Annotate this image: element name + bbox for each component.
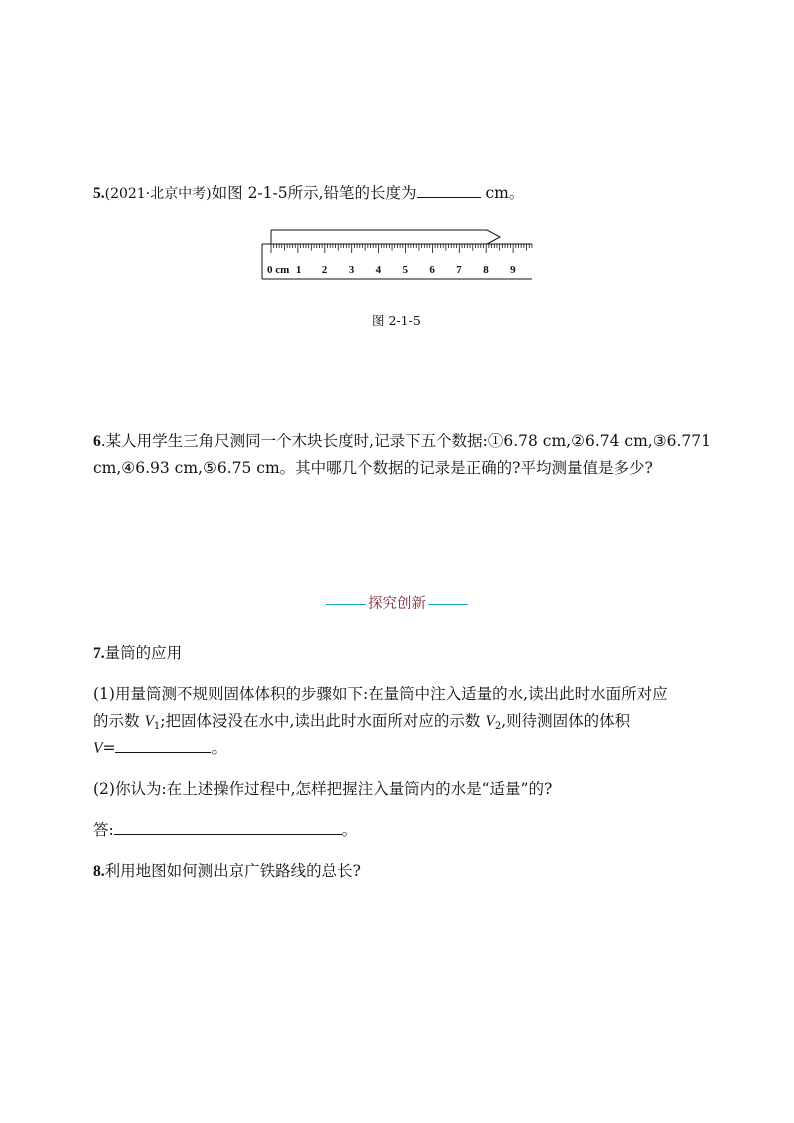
question-text: 如图 2-1-5所示,铅笔的长度为 (211, 184, 417, 202)
ruler (262, 244, 532, 279)
question-number: 5. (93, 185, 105, 202)
heading-rule-left (326, 604, 366, 605)
ruler-tick-label: 7 (456, 264, 462, 276)
question-8 (93, 864, 361, 880)
question-text: .某人用学生三角尺测同一个木块长度时,记录下五个数据:①6.78 cm,②6.74 cm,③6.771 (100, 432, 711, 450)
question-text: 利用地图如何测出京广铁路线的总长? (104, 862, 361, 880)
section-title: 探究创新 (368, 596, 426, 612)
variable-v1-subscript: 1 (153, 721, 161, 732)
answer-label: 答: (93, 821, 114, 839)
figure-caption: 图 2-1-5 (372, 313, 421, 328)
ruler-tick-label: 9 (510, 264, 516, 276)
question-text: cm,④6.93 cm,⑤6.75 cm。其中哪几个数据的记录是正确的?平均测量值是多少? (93, 459, 653, 477)
ruler-tick-label: 6 (429, 264, 435, 276)
answer-blank[interactable] (114, 833, 342, 835)
answer-blank[interactable] (417, 196, 481, 198)
question-6-line-2 (93, 461, 653, 477)
variable-v1: V (144, 713, 154, 730)
heading-rule-right (428, 604, 468, 605)
question-5 (93, 186, 524, 202)
question-title: 量筒的应用 (104, 644, 183, 662)
question-number: 8. (93, 863, 105, 880)
variable-v: V (93, 740, 103, 757)
answer-blank[interactable] (115, 751, 211, 753)
period: 。 (211, 739, 227, 757)
question-7-part-1-line-3 (93, 741, 227, 757)
part-1-text: ,则待测固体的体积 (501, 712, 631, 730)
period: 。 (341, 821, 358, 839)
question-number: 6 (93, 433, 101, 450)
equals-sign: = (102, 739, 116, 757)
question-7-part-2 (93, 782, 552, 798)
ruler-tick-label: 3 (348, 264, 355, 276)
question-text-end: cm。 (480, 184, 525, 202)
part-2-text: (2)你认为:在上述操作过程中,怎样把握注入量筒内的水是“适量”的? (93, 780, 553, 798)
variable-v2-subscript: 2 (494, 721, 502, 732)
ruler-labels (267, 264, 516, 276)
variable-v2: V (485, 713, 495, 730)
part-1-text: 的示数 (93, 712, 145, 730)
ruler-tick-label: 5 (402, 264, 408, 276)
question-7-part-1-line-2 (93, 714, 630, 732)
ruler-tick-label: 8 (483, 264, 489, 276)
question-source: (2021·北京中考) (104, 186, 212, 202)
ruler-ticks (271, 244, 532, 253)
question-number: 7. (93, 645, 105, 662)
question-6-line-1 (93, 434, 711, 450)
part-1-text: (1)用量筒测不规则固体体积的步骤如下:在量筒中注入适量的水,读出此时水面所对应 (93, 685, 668, 703)
question-7-answer (93, 823, 357, 839)
ruler-unit-label: 0 cm (267, 264, 290, 276)
question-7-title (93, 646, 182, 662)
pencil (271, 230, 500, 244)
ruler-tick-label: 1 (295, 264, 302, 276)
question-7-part-1-line-1 (93, 687, 668, 703)
ruler-tick-label: 2 (321, 264, 328, 276)
section-heading (0, 592, 794, 613)
part-1-text: ;把固体浸没在水中,读出此时水面所对应的示数 (160, 712, 486, 730)
ruler-tick-label: 4 (375, 264, 382, 276)
